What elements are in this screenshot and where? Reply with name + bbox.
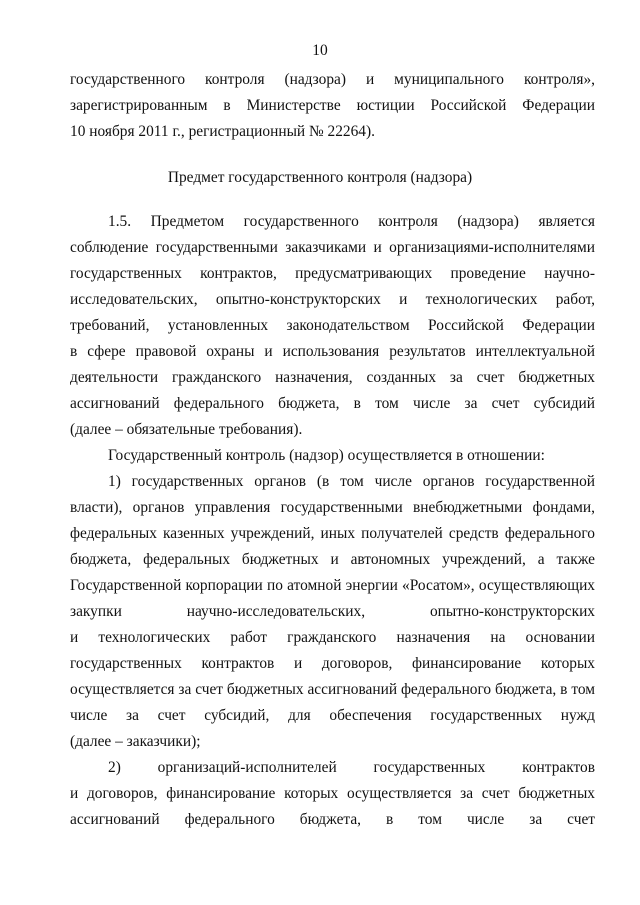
text-line: государственных контрактов и договоров, финансирование которых bbox=[70, 655, 595, 672]
text-line: федеральных казенных учреждений, иных получателей средств федерального bbox=[70, 525, 595, 542]
text-line: требований, установленных законодательством Российской Федерации bbox=[70, 317, 595, 334]
section-heading: Предмет государственного контроля (надзора) bbox=[167, 169, 473, 186]
text-line: бюджета, федеральных бюджетных и автономных учреждений, а также bbox=[70, 551, 595, 568]
text-line: и технологических работ гражданского назначения на основании bbox=[70, 629, 595, 646]
text-line: деятельности гражданского назначения, созданных за счет бюджетных bbox=[70, 369, 595, 386]
text-line: (далее – обязательные требования). bbox=[70, 421, 303, 438]
text-line: государственных контрактов, предусматривающих проведение научно- bbox=[70, 265, 595, 282]
text-line: числе за счет субсидий, для обеспечения государственных нужд bbox=[70, 707, 595, 724]
text-line: соблюдение государственными заказчиками и организациями-исполнителями bbox=[70, 239, 595, 256]
text-line: 2) организаций-исполнителей государственных контрактов bbox=[108, 759, 595, 776]
text-line: и договоров, финансирование которых осуществляется за счет бюджетных bbox=[70, 785, 595, 802]
text-line: власти), органов управления государственными внебюджетными фондами, bbox=[70, 499, 595, 516]
section-body bbox=[70, 209, 595, 833]
continuation-paragraph bbox=[70, 67, 595, 145]
text-line: осуществляется за счет бюджетных ассигнований федерального бюджета, в том bbox=[70, 681, 595, 698]
text-line: в сфере правовой охраны и использования результатов интеллектуальной bbox=[70, 343, 595, 360]
page-number: 10 bbox=[312, 42, 328, 59]
text-line: зарегистрированным в Министерстве юстиции Российской Федерации bbox=[70, 97, 595, 114]
text-line: 10 ноября 2011 г., регистрационный № 22264). bbox=[70, 123, 375, 140]
text-line: Государственной корпорации по атомной энергии «Росатом», осуществляющих bbox=[70, 577, 595, 594]
text-line: ассигнований федерального бюджета, в том числе за счет bbox=[70, 811, 595, 828]
text-line: 1) государственных органов (в том числе органов государственной bbox=[108, 473, 595, 490]
text-line: закупки научно-исследовательских, опытно-конструкторских bbox=[70, 603, 595, 620]
text-line: (далее – заказчики); bbox=[70, 733, 201, 750]
text-line: Государственный контроль (надзор) осуществляется в отношении: bbox=[108, 447, 545, 464]
text-line: 1.5. Предметом государственного контроля (надзора) является bbox=[108, 213, 595, 230]
text-line: государственного контроля (надзора) и муниципального контроля», bbox=[70, 71, 595, 88]
text-line: исследовательских, опытно-конструкторских и технологических работ, bbox=[70, 291, 595, 308]
text-line: ассигнований федерального бюджета, в том числе за счет субсидий bbox=[70, 395, 595, 412]
